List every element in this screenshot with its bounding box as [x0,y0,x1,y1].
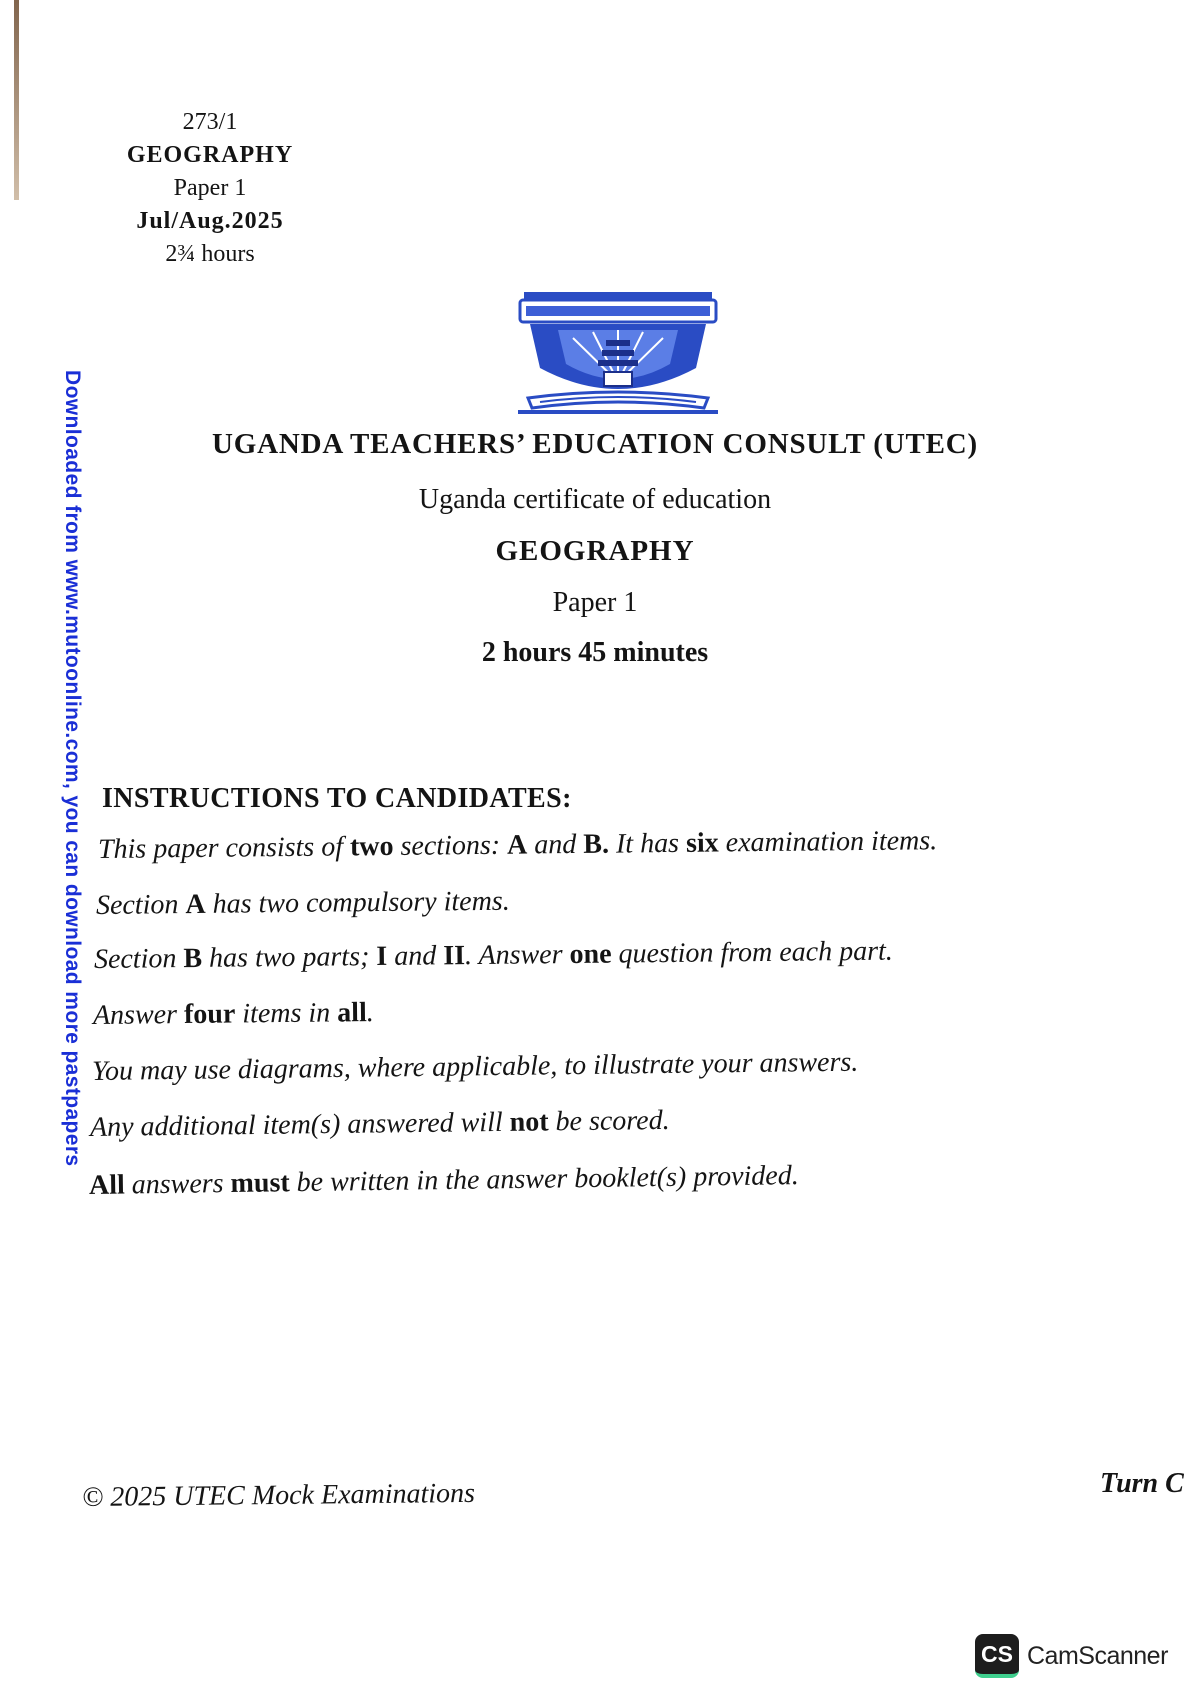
instruction-line: Answer four items in all. [92,997,374,1031]
header-date: Jul/Aug.2025 [136,208,284,234]
camscanner-watermark [975,1634,1168,1678]
instruction-line: You may use diagrams, where applicable, to illustrate your answers. [91,1046,859,1087]
instruction-line: This paper consists of two sections: A and B. It has six examination items. [97,825,938,865]
paper-title: Paper 1 [552,587,638,618]
instruction-line: Section B has two parts; I and II. Answer one question from each part. [93,935,893,975]
utec-crest-icon [518,290,718,420]
header-subject: GEOGRAPHY [126,142,294,168]
duration-title: 2 hours 45 minutes [481,637,709,668]
download-watermark: Downloaded from www.mutoonline.com, you can download more pastpapers [61,370,84,1167]
header-paper: Paper 1 [173,175,247,201]
paper-code: 273/1 [182,109,238,135]
instruction-line: Any additional item(s) answered will not be scored. [89,1104,670,1143]
organization-title: UGANDA TEACHERS’ EDUCATION CONSULT (UTEC) [212,428,978,460]
camscanner-logo-icon: CS [975,1634,1019,1678]
paper-header [110,106,310,271]
camscanner-label: CamScanner [1027,1641,1168,1670]
certificate-title: Uganda certificate of education [418,484,772,515]
header-duration: 2¾ hours [165,241,255,267]
instruction-line: All answers must be written in the answer booklet(s) provided. [88,1160,799,1201]
instructions-heading: INSTRUCTIONS TO CANDIDATES: [102,783,572,814]
page-edge-shadow [14,0,19,200]
instruction-line: Section A has two compulsory items. [95,885,510,921]
turn-over-note: Turn C [1100,1468,1184,1499]
subject-title: GEOGRAPHY [495,535,695,567]
copyright-footer: © 2025 UTEC Mock Examinations [81,1477,476,1513]
